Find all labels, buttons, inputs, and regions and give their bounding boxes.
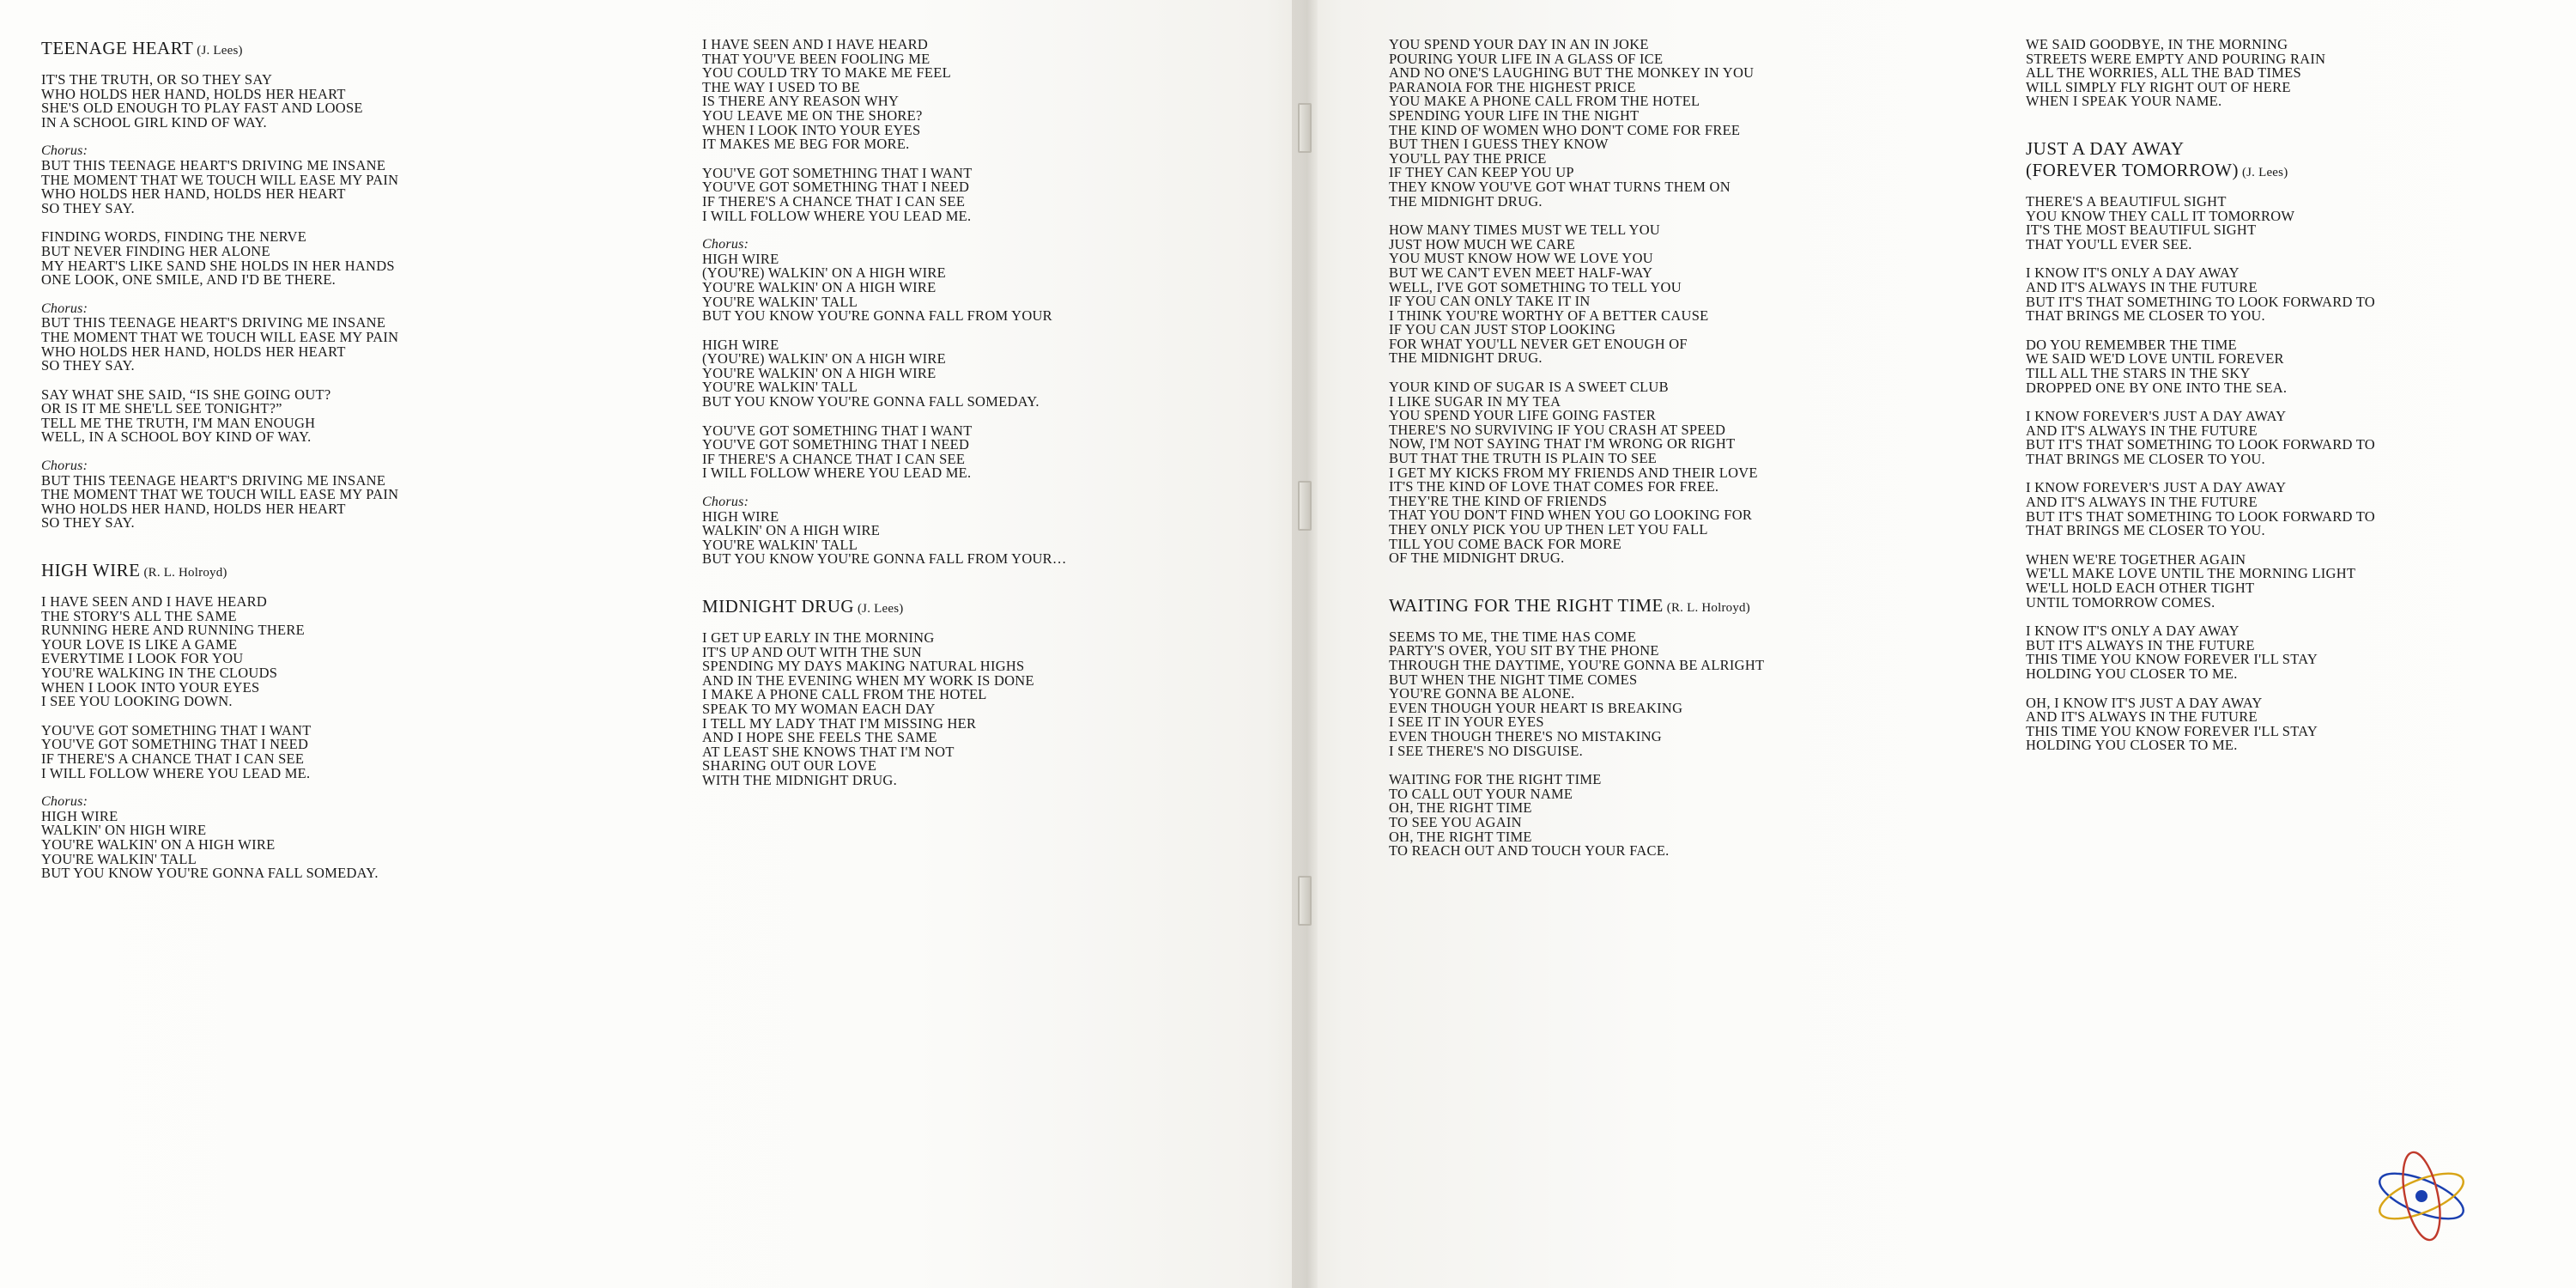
lyric-line: YOU LEAVE ME ON THE SHORE?: [702, 106, 923, 124]
lyric-line: SPENDING MY DAYS MAKING NATURAL HIGHS: [702, 658, 1025, 675]
lyric-line: ONE LOOK, ONE SMILE, AND I'D BE THERE.: [41, 271, 336, 289]
lyric-line: WALKIN' ON A HIGH WIRE: [702, 522, 881, 539]
lyric-line: YOU'RE WALKIN' TALL: [41, 850, 197, 867]
lyric-line: BUT THAT THE TRUTH IS PLAIN TO SEE: [1389, 450, 1658, 467]
lyric-line: YOU'RE GONNA BE ALONE.: [1389, 685, 1575, 702]
lyric-line: HIGH WIRE: [702, 336, 779, 353]
lyric-line: TILL YOU COME BACK FOR MORE: [1389, 535, 1621, 552]
chorus-label: Chorus:: [41, 301, 88, 316]
lyric-line: SO THEY SAY.: [41, 199, 135, 216]
lyric-line: BUT IT'S ALWAYS IN THE FUTURE: [2026, 636, 2255, 653]
lyric-stanza: [41, 795, 632, 881]
lyric-line: TO CALL OUT YOUR NAME: [1389, 785, 1573, 802]
lyric-line: YOU'RE WALKIN' ON A HIGH WIRE: [702, 364, 936, 381]
lyric-line: IT'S UP AND OUT WITH THE SUN: [702, 643, 922, 660]
lyric-stanza: [2026, 550, 2555, 611]
lyric-line: WHO HOLDS HER HAND, HOLDS HER HEART: [41, 500, 346, 517]
lyric-line: ALL THE WORRIES, ALL THE BAD TIMES: [2026, 64, 2301, 82]
lyric-line: YOU'RE WALKIN' TALL: [702, 536, 858, 553]
lyric-line: YOU'RE WALKIN' TALL: [702, 293, 858, 310]
lyric-stanza: [702, 338, 1284, 410]
lyric-line: POURING YOUR LIFE IN A GLASS OF ICE: [1389, 50, 1664, 67]
lyric-line: AND IT'S ALWAYS IN THE FUTURE: [2026, 422, 2258, 439]
lyric-stanza: [41, 721, 632, 781]
lyric-line: STREETS WERE EMPTY AND POURING RAIN: [2026, 50, 2326, 67]
lyric-line: I GET UP EARLY IN THE MORNING: [702, 629, 935, 646]
lyric-line: BUT IT'S THAT SOMETHING TO LOOK FORWARD TO: [2026, 436, 2375, 453]
lyric-line: WE SAID WE'D LOVE UNTIL FOREVER: [2026, 350, 2284, 368]
column-2: [652, 0, 1305, 1288]
lyric-line: THAT BRINGS ME CLOSER TO YOU.: [2026, 522, 2265, 539]
lyric-line: UNTIL TOMORROW COMES.: [2026, 593, 2215, 611]
song-block: [41, 560, 632, 881]
lyric-stanza: [41, 302, 632, 374]
song-title: [702, 596, 1284, 617]
lyric-line: IT'S THE KIND OF LOVE THAT COMES FOR FREE.: [1389, 478, 1719, 495]
lyric-line: BUT YOU KNOW YOU'RE GONNA FALL FROM YOUR: [702, 307, 1052, 325]
lyric-line: I SEE YOU LOOKING DOWN.: [41, 693, 233, 710]
lyric-line: IS THERE ANY REASON WHY: [702, 93, 900, 110]
lyric-line: THAT YOU'VE BEEN FOOLING ME: [702, 50, 930, 67]
lyric-line: I KNOW IT'S ONLY A DAY AWAY: [2026, 623, 2240, 640]
lyric-line: BUT THEN I GUESS THEY KNOW: [1389, 136, 1609, 153]
lyric-line: YOU'VE GOT SOMETHING THAT I WANT: [702, 422, 973, 439]
lyric-line: PARTY'S OVER, YOU SIT BY THE PHONE: [1389, 642, 1659, 659]
lyric-line: AND I HOPE SHE FEELS THE SAME: [702, 729, 937, 746]
lyric-line: YOU'VE GOT SOMETHING THAT I NEED: [702, 436, 970, 453]
lyric-line: I WILL FOLLOW WHERE YOU LEAD ME.: [702, 207, 972, 224]
chorus-label: Chorus:: [702, 495, 749, 510]
lyric-line: WELL, IN A SCHOOL BOY KIND OF WAY.: [41, 428, 312, 446]
lyric-stanza: [1389, 630, 1937, 758]
lyric-line: SAY WHAT SHE SAID, “IS SHE GOING OUT?: [41, 386, 331, 403]
lyric-line: BUT YOU KNOW YOU'RE GONNA FALL FROM YOUR…: [702, 550, 1067, 568]
lyric-line: I WILL FOLLOW WHERE YOU LEAD ME.: [702, 465, 972, 482]
lyric-line: AND IT'S ALWAYS IN THE FUTURE: [2026, 494, 2258, 511]
lyric-line: WALKIN' ON HIGH WIRE: [41, 822, 207, 839]
lyric-stanza: [702, 38, 1284, 152]
lyric-line: YOU'LL PAY THE PRICE: [1389, 149, 1547, 167]
lyric-line: I THINK YOU'RE WORTHY OF A BETTER CAUSE: [1389, 307, 1709, 324]
lyric-line: OH, THE RIGHT TIME: [1389, 799, 1532, 817]
lyric-stanza: [1389, 773, 1937, 859]
lyric-line: WITH THE MIDNIGHT DRUG.: [702, 771, 897, 788]
lyric-stanza: [2026, 338, 2555, 395]
column-4: [1957, 0, 2576, 1288]
lyric-stanza: [1389, 38, 1937, 209]
lyric-line: WILL SIMPLY FLY RIGHT OUT OF HERE: [2026, 78, 2291, 95]
lyric-line: DROPPED ONE BY ONE INTO THE SEA.: [2026, 379, 2288, 396]
lyric-stanza: [2026, 192, 2555, 252]
lyric-stanza: [2026, 696, 2555, 753]
song-block: [2026, 138, 2555, 753]
lyric-line: SO THEY SAY.: [41, 514, 135, 532]
lyric-line: TILL ALL THE STARS IN THE SKY: [2026, 364, 2251, 381]
lyric-line: WHO HOLDS HER HAND, HOLDS HER HEART: [41, 85, 346, 102]
lyric-line: DO YOU REMEMBER THE TIME: [2026, 336, 2237, 353]
lyric-line: IT'S THE MOST BEAUTIFUL SIGHT: [2026, 222, 2257, 239]
lyric-stanza: [2026, 266, 2555, 323]
lyric-line: I SEE THERE'S NO DISGUISE.: [1389, 742, 1583, 759]
song-credit: (R. L. Holroyd): [1663, 600, 1750, 615]
lyric-line: YOU'VE GOT SOMETHING THAT I NEED: [41, 736, 309, 753]
lyric-line: BUT IT'S THAT SOMETHING TO LOOK FORWARD TO: [2026, 507, 2375, 525]
lyric-line: (YOU'RE) WALKIN' ON A HIGH WIRE: [702, 350, 946, 368]
column-3: [1305, 0, 1957, 1288]
lyric-line: IF THERE'S A CHANCE THAT I CAN SEE: [41, 750, 305, 767]
lyric-stanza: [41, 144, 632, 216]
lyric-line: IF YOU CAN ONLY TAKE IT IN: [1389, 293, 1591, 310]
lyric-line: IF YOU CAN JUST STOP LOOKING: [1389, 321, 1616, 338]
lyric-line: IT MAKES ME BEG FOR MORE.: [702, 136, 910, 153]
lyric-line: THEY ONLY PICK YOU UP THEN LET YOU FALL: [1389, 521, 1708, 538]
lyric-line: BUT THIS TEENAGE HEART'S DRIVING ME INSANE: [41, 314, 386, 331]
lyric-line: AND IT'S ALWAYS IN THE FUTURE: [2026, 708, 2258, 726]
song-block: [702, 596, 1284, 788]
lyric-line: EVEN THOUGH YOUR HEART IS BREAKING: [1389, 699, 1683, 716]
lyric-line: THE STORY'S ALL THE SAME: [41, 607, 237, 624]
lyric-stanza: [41, 388, 632, 445]
lyric-stanza: [41, 73, 632, 130]
song-block: [2026, 38, 2555, 109]
lyric-line: AND NO ONE'S LAUGHING BUT THE MONKEY IN YOU: [1389, 64, 1755, 82]
lyric-line: BUT WE CAN'T EVEN MEET HALF-WAY: [1389, 264, 1653, 281]
lyric-stanza: [1389, 380, 1937, 566]
lyric-stanza: [41, 459, 632, 531]
lyric-line: WHEN I LOOK INTO YOUR EYES: [41, 678, 260, 696]
lyric-line: WAITING FOR THE RIGHT TIME: [1389, 771, 1602, 788]
lyric-line: YOU'VE GOT SOMETHING THAT I NEED: [702, 179, 970, 196]
lyric-line: IF THERE'S A CHANCE THAT I CAN SEE: [702, 450, 966, 467]
lyric-line: HOLDING YOU CLOSER TO ME.: [2026, 665, 2238, 682]
song-credit: (J. Lees): [854, 602, 904, 616]
lyric-stanza: [2026, 481, 2555, 538]
lyric-stanza: [2026, 38, 2555, 109]
lyric-line: OR IS IT ME SHE'LL SEE TONIGHT?”: [41, 400, 282, 417]
song-block: [1389, 595, 1937, 859]
lyric-line: YOU SPEND YOUR LIFE GOING FASTER: [1389, 407, 1656, 424]
lyric-line: BUT NEVER FINDING HER ALONE: [41, 242, 270, 259]
lyric-line: I KNOW FOREVER'S JUST A DAY AWAY: [2026, 479, 2287, 496]
chorus-label: Chorus:: [702, 237, 749, 252]
lyric-line: YOUR LOVE IS LIKE A GAME: [41, 635, 238, 653]
song-title-text: MIDNIGHT DRUG: [702, 596, 855, 617]
lyric-line: SPENDING YOUR LIFE IN THE NIGHT: [1389, 106, 1640, 124]
lyric-line: THEY KNOW YOU'VE GOT WHAT TURNS THEM ON: [1389, 178, 1730, 195]
lyric-line: JUST HOW MUCH WE CARE: [1389, 235, 1576, 252]
lyric-line: YOUR KIND OF SUGAR IS A SWEET CLUB: [1389, 379, 1669, 396]
lyric-line: THERE'S A BEAUTIFUL SIGHT: [2026, 192, 2227, 210]
lyric-line: I WILL FOLLOW WHERE YOU LEAD ME.: [41, 764, 311, 781]
lyric-line: SPEAK TO MY WOMAN EACH DAY: [702, 700, 936, 717]
lyric-line: EVERYTIME I LOOK FOR YOU: [41, 650, 244, 667]
lyric-line: WHO HOLDS HER HAND, HOLDS HER HEART: [41, 185, 346, 203]
lyric-line: THIS TIME YOU KNOW FOREVER I'LL STAY: [2026, 651, 2318, 668]
lyric-line: BUT WHEN THE NIGHT TIME COMES: [1389, 671, 1638, 688]
lyric-line: THERE'S NO SURVIVING IF YOU CRASH AT SPEED: [1389, 421, 1726, 438]
lyric-line: YOU COULD TRY TO MAKE ME FEEL: [702, 64, 951, 82]
lyric-line: SHARING OUT OUR LOVE: [702, 757, 877, 775]
lyric-line: I TELL MY LADY THAT I'M MISSING HER: [702, 714, 977, 732]
song-title: [41, 38, 632, 59]
lyric-line: THAT BRINGS ME CLOSER TO YOU.: [2026, 307, 2265, 325]
lyric-line: OF THE MIDNIGHT DRUG.: [1389, 550, 1565, 567]
lyric-line: YOU'RE WALKING IN THE CLOUDS: [41, 665, 278, 681]
lyric-line: I MAKE A PHONE CALL FROM THE HOTEL: [702, 686, 987, 703]
lyric-line: BUT YOU KNOW YOU'RE GONNA FALL SOMEDAY.: [41, 865, 379, 882]
chorus-label: Chorus:: [41, 143, 88, 159]
lyric-line: THE MOMENT THAT WE TOUCH WILL EASE MY PAIN: [41, 486, 399, 503]
lyric-line: MY HEART'S LIKE SAND SHE HOLDS IN HER HANDS: [41, 257, 395, 274]
lyric-stanza: [702, 238, 1284, 324]
song-title: [41, 560, 632, 581]
lyric-line: EVEN THOUGH THERE'S NO MISTAKING: [1389, 727, 1662, 744]
lyric-stanza: [702, 164, 1284, 224]
lyric-line: YOU'RE WALKIN' ON A HIGH WIRE: [41, 835, 276, 853]
lyric-line: (YOU'RE) WALKIN' ON A HIGH WIRE: [702, 264, 946, 282]
song-title-text: WAITING FOR THE RIGHT TIME: [1389, 594, 1664, 616]
lyric-line: BUT THIS TEENAGE HEART'S DRIVING ME INSANE: [41, 156, 386, 173]
song-block: [1389, 38, 1937, 566]
lyric-line: BUT YOU KNOW YOU'RE GONNA FALL SOMEDAY.: [702, 393, 1039, 410]
lyric-line: THIS TIME YOU KNOW FOREVER I'LL STAY: [2026, 722, 2318, 739]
song-credit: (R. L. Holroyd): [140, 566, 227, 580]
lyric-line: THAT YOU'LL EVER SEE.: [2026, 235, 2192, 252]
lyric-line: TO SEE YOU AGAIN: [1389, 813, 1522, 830]
atom-logo-icon: [2370, 1149, 2473, 1243]
lyric-line: OH, THE RIGHT TIME: [1389, 828, 1532, 845]
lyric-line: BUT THIS TEENAGE HEART'S DRIVING ME INSANE: [41, 471, 386, 489]
lyric-line: TO REACH OUT AND TOUCH YOUR FACE.: [1389, 842, 1670, 860]
lyric-line: YOU'RE WALKIN' TALL: [702, 379, 858, 396]
lyric-line: THROUGH THE DAYTIME, YOU'RE GONNA BE ALRIGHT: [1389, 656, 1765, 673]
lyric-line: BUT IT'S THAT SOMETHING TO LOOK FORWARD TO: [2026, 293, 2375, 310]
lyric-line: HIGH WIRE: [702, 507, 779, 525]
lyric-line: HIGH WIRE: [41, 807, 118, 824]
lyric-line: WHEN I SPEAK YOUR NAME.: [2026, 93, 2222, 110]
song-subtitle-text: (FOREVER TOMORROW) (J. Lees): [2026, 159, 2288, 180]
lyric-line: WELL, I'VE GOT SOMETHING TO TELL YOU: [1389, 278, 1682, 295]
lyric-line: AND IT'S ALWAYS IN THE FUTURE: [2026, 278, 2258, 295]
lyric-stanza: [702, 495, 1284, 567]
lyric-line: YOU'VE GOT SOMETHING THAT I WANT: [41, 721, 312, 738]
lyric-line: AT LEAST SHE KNOWS THAT I'M NOT: [702, 743, 955, 760]
lyric-line: WHEN WE'RE TOGETHER AGAIN: [2026, 550, 2246, 568]
lyric-line: SEEMS TO ME, THE TIME HAS COME: [1389, 628, 1637, 645]
lyric-line: TELL ME THE TRUTH, I'M MAN ENOUGH: [41, 414, 316, 431]
lyric-line: OH, I KNOW IT'S JUST A DAY AWAY: [2026, 694, 2263, 711]
lyric-line: IN A SCHOOL GIRL KIND OF WAY.: [41, 113, 267, 131]
lyric-line: THE MOMENT THAT WE TOUCH WILL EASE MY PAIN: [41, 171, 399, 188]
lyric-line: WE'LL HOLD EACH OTHER TIGHT: [2026, 580, 2255, 597]
lyric-stanza: [41, 230, 632, 287]
lyric-line: THE WAY I USED TO BE: [702, 78, 860, 95]
lyric-line: YOU MUST KNOW HOW WE LOVE YOU: [1389, 250, 1653, 267]
lyric-line: HOLDING YOU CLOSER TO ME.: [2026, 737, 2238, 754]
lyric-line: WE SAID GOODBYE, IN THE MORNING: [2026, 36, 2288, 52]
lyric-line: THE MIDNIGHT DRUG.: [1389, 192, 1543, 210]
lyric-line: I KNOW FOREVER'S JUST A DAY AWAY: [2026, 408, 2287, 425]
lyric-line: HOW MANY TIMES MUST WE TELL YOU: [1389, 222, 1661, 239]
lyric-line: FINDING WORDS, FINDING THE NERVE: [41, 228, 307, 246]
lyric-line: I HAVE SEEN AND I HAVE HEARD: [41, 593, 268, 611]
song-credit: (J. Lees): [193, 44, 243, 58]
song-block: [41, 38, 632, 531]
lyric-line: YOU MAKE A PHONE CALL FROM THE HOTEL: [1389, 93, 1700, 110]
lyric-line: THAT YOU DON'T FIND WHEN YOU GO LOOKING FOR: [1389, 507, 1753, 524]
lyric-line: I KNOW IT'S ONLY A DAY AWAY: [2026, 264, 2240, 282]
song-credit: (J. Lees): [2239, 165, 2288, 179]
lyric-line: IF THEY CAN KEEP YOU UP: [1389, 164, 1574, 181]
song-title: [2026, 138, 2555, 181]
chorus-label: Chorus:: [41, 794, 88, 810]
column-1: [0, 0, 652, 1288]
lyric-line: WHEN I LOOK INTO YOUR EYES: [702, 121, 921, 138]
lyric-line: SHE'S OLD ENOUGH TO PLAY FAST AND LOOSE: [41, 100, 363, 117]
lyric-line: HIGH WIRE: [702, 250, 779, 267]
chorus-label: Chorus:: [41, 459, 88, 474]
lyric-line: IT'S THE TRUTH, OR SO THEY SAY: [41, 71, 273, 88]
lyric-line: YOU'RE WALKIN' ON A HIGH WIRE: [702, 278, 936, 295]
lyric-line: YOU'VE GOT SOMETHING THAT I WANT: [702, 164, 973, 181]
lyric-line: IF THERE'S A CHANCE THAT I CAN SEE: [702, 192, 966, 210]
lyric-line: THEY'RE THE KIND OF FRIENDS: [1389, 492, 1608, 509]
lyric-line: WHO HOLDS HER HAND, HOLDS HER HEART: [41, 343, 346, 360]
lyric-stanza: [1389, 223, 1937, 366]
song-title: [1389, 595, 1937, 617]
lyric-line: THE KIND OF WOMEN WHO DON'T COME FOR FREE: [1389, 121, 1741, 138]
lyric-stanza: [702, 631, 1284, 788]
lyric-stanza: [2026, 410, 2555, 466]
lyric-line: YOU KNOW THEY CALL IT TOMORROW: [2026, 207, 2295, 224]
lyric-line: THAT BRINGS ME CLOSER TO YOU.: [2026, 450, 2265, 467]
lyric-line: THE MOMENT THAT WE TOUCH WILL EASE MY PAIN: [41, 328, 399, 345]
lyric-line: PARANOIA FOR THE HIGHEST PRICE: [1389, 78, 1636, 95]
lyric-line: FOR WHAT YOU'LL NEVER GET ENOUGH OF: [1389, 335, 1688, 352]
song-title-text: TEENAGE HEART: [41, 38, 194, 58]
lyric-line: RUNNING HERE AND RUNNING THERE: [41, 622, 305, 639]
lyric-stanza: [41, 595, 632, 709]
lyric-line: WE'LL MAKE LOVE UNTIL THE MORNING LIGHT: [2026, 565, 2356, 582]
song-block: [702, 38, 1284, 567]
lyric-line: THE MIDNIGHT DRUG.: [1389, 349, 1543, 367]
song-title-text: HIGH WIRE: [41, 560, 141, 581]
lyric-line: I HAVE SEEN AND I HAVE HEARD: [702, 36, 929, 52]
song-title-text: JUST A DAY AWAY: [2026, 137, 2185, 159]
lyric-line: I GET MY KICKS FROM MY FRIENDS AND THEIR LOVE: [1389, 464, 1758, 481]
lyric-line: YOU SPEND YOUR DAY IN AN IN JOKE: [1389, 36, 1649, 52]
lyric-line: I SEE IT IN YOUR EYES: [1389, 714, 1544, 731]
lyric-line: NOW, I'M NOT SAYING THAT I'M WRONG OR RIGHT: [1389, 435, 1736, 453]
lyric-stanza: [702, 424, 1284, 481]
lyric-line: AND IN THE EVENING WHEN MY WORK IS DONE: [702, 671, 1034, 689]
lyric-line: SO THEY SAY.: [41, 357, 135, 374]
lyric-line: I LIKE SUGAR IN MY TEA: [1389, 392, 1561, 410]
lyric-stanza: [2026, 624, 2555, 681]
